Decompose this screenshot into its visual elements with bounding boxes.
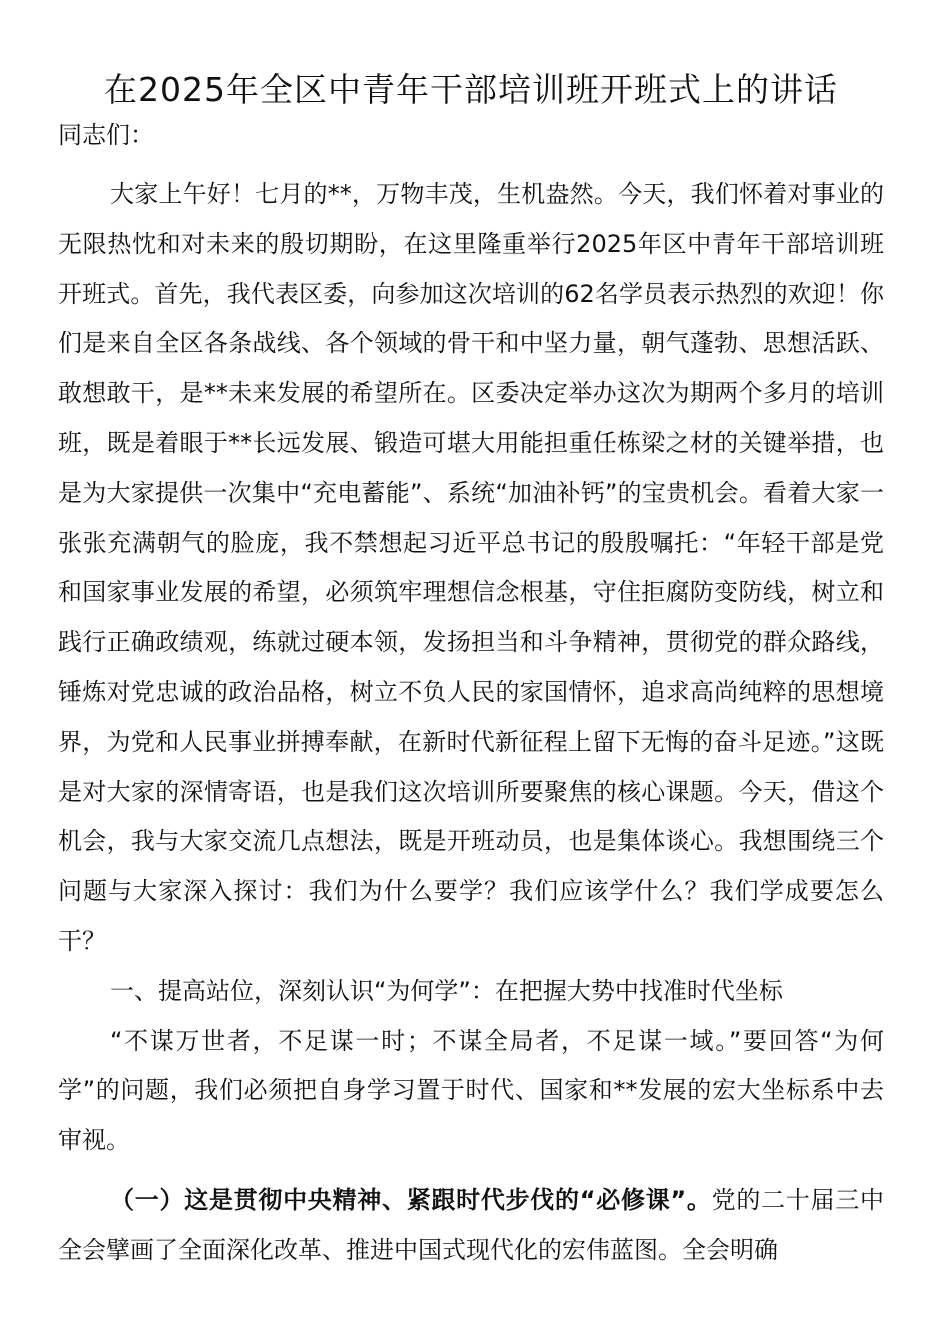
salutation: 同志们： xyxy=(58,121,154,149)
subsection-one-paragraph xyxy=(58,1176,884,1276)
subsection-one-lead: （一）这是贯彻中央精神、紧跟时代步伐的“必修课”。 xyxy=(110,1185,712,1214)
section-one-paragraph: “不谋万世者，不足谋一时；不谋全局者，不足谋一域。”要回答“为何学”的问题，我们必须把自身学习置于时代、国家和**发展的宏大坐标系中去审视。 xyxy=(58,1026,884,1155)
intro-paragraph: 大家上午好！七月的**，万物丰茂，生机盎然。今天，我们怀着对事业的无限热忱和对未来的殷切期盼，在这里隆重举行2025年区中青年干部培训班开班式。首先，我代表区委，向参加这次培训的62名学员表示热烈的欢迎！你们是来自全区各条战线、各个领域的骨干和中坚力量，朝气蓬勃、思想活跃、敢想敢干，是**未来发展的希望所在。区委决定举办这次为期两个多月的培训班，既是着眼于**长远发展、锻造可堪大用能担重任栋梁之材的关键举措，也是为大家提供一次集中“充电蓄能”、系统“加油补钙”的宝贵机会。看着大家一张张充满朝气的脸庞，我不禁想起习近平总书记的殷殷嘱托：“年轻干部是党和国家事业发展的希望，必须筑牢理想信念根基，守住拒腐防变防线，树立和践行正确政绩观，练就过硬本领，发扬担当和斗争精神，贯彻党的群众路线，锤炼对党忠诚的政治品格，树立不负人民的家国情怀，追求高尚纯粹的思想境界，为党和人民事业拼搏奉献，在新时代新征程上留下无悔的奋斗足迹。”这既是对大家的深情寄语，也是我们这次培训所要聚焦的核心课题。今天，借这个机会，我与大家交流几点想法，既是开班动员，也是集体谈心。我想围绕三个问题与大家深入探讨：我们为什么要学？我们应该学什么？我们学成要怎么干？ xyxy=(58,180,884,955)
section-one-heading: 一、提高站位，深刻认识“为何学”：在把握大势中找准时代坐标 xyxy=(110,976,783,1005)
document-title: 在2025年全区中青年干部培训班开班式上的讲话 xyxy=(104,70,838,109)
subsection-one-text: 党的二十届三中全会擘画了全面深化改革、推进中国式现代化的宏伟蓝图。全会明确 xyxy=(58,1185,885,1264)
